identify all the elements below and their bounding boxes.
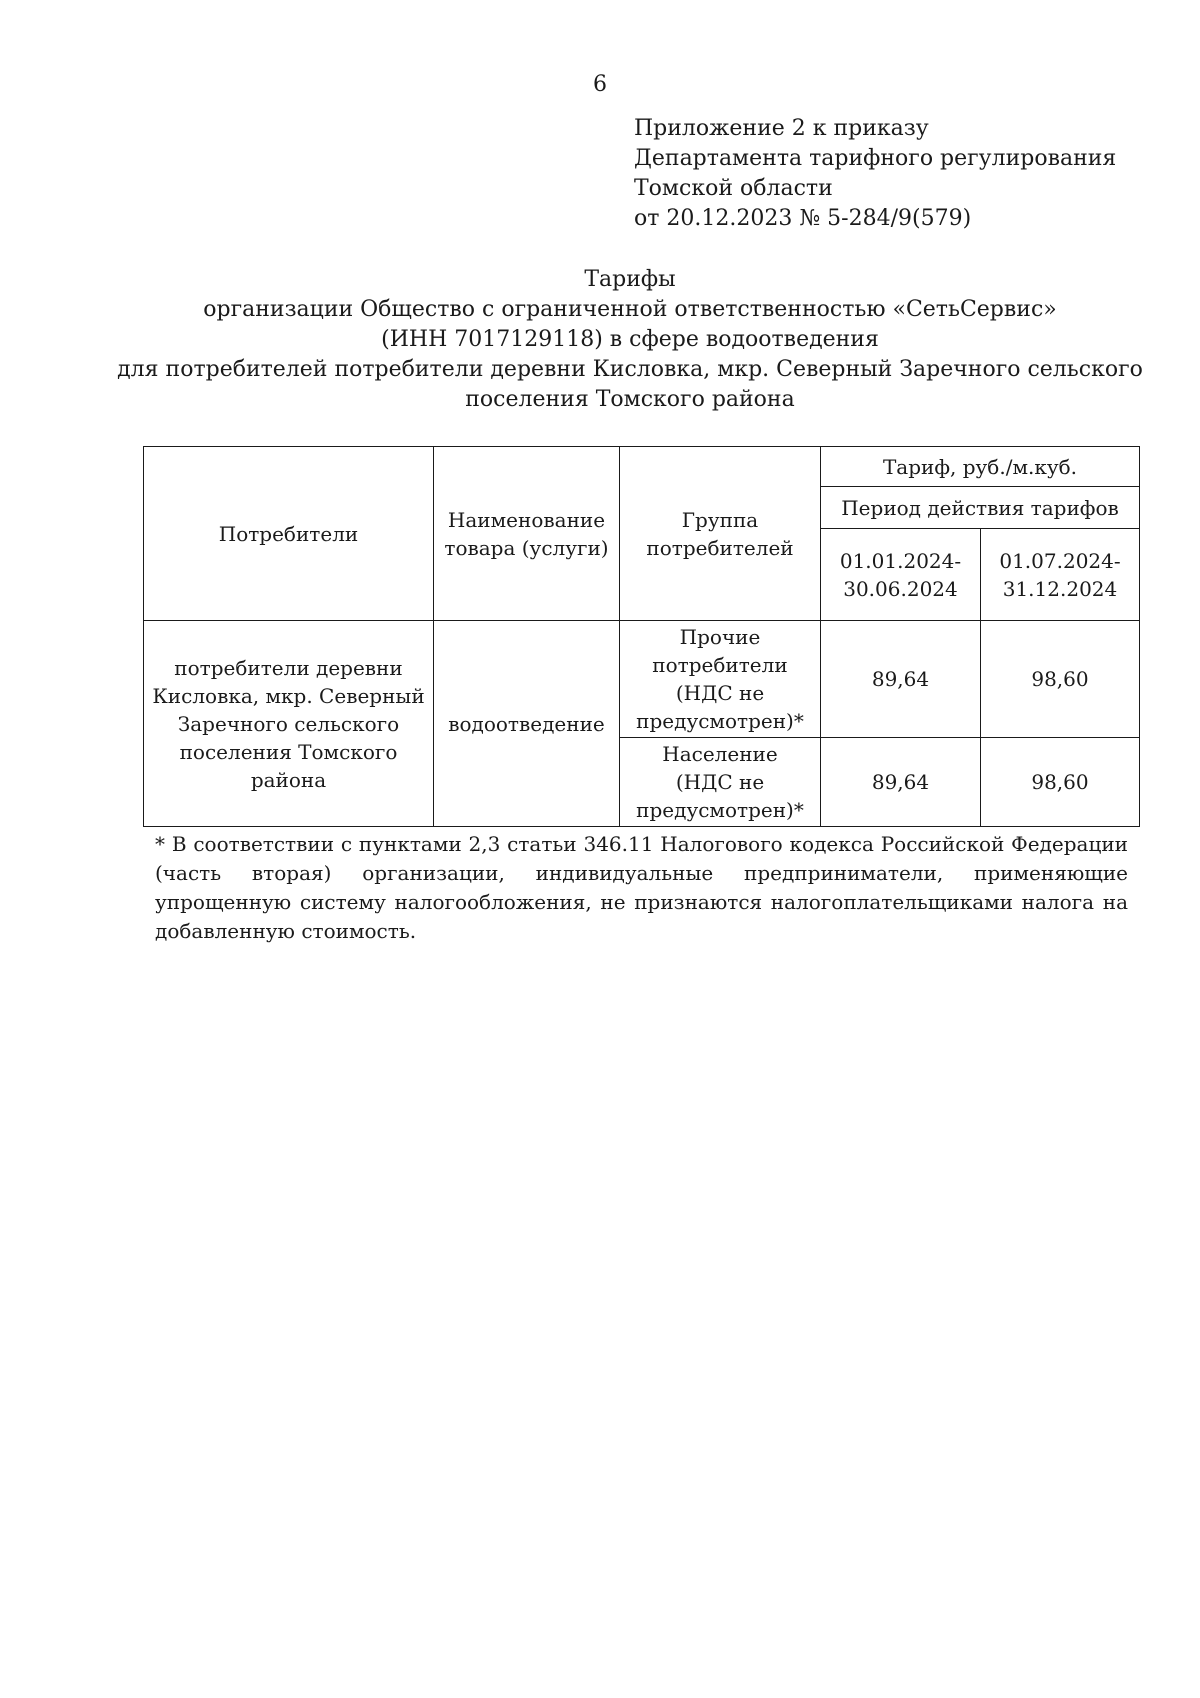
header-group [620, 447, 821, 621]
appendix-line: Томской области [634, 176, 833, 201]
header-period: Период действия тарифов [821, 487, 1140, 529]
group-line: Население [662, 742, 778, 766]
consumer-name-line: Кисловка, мкр. Северный [152, 683, 425, 708]
header-period-2-start: 01.07.2024- [999, 548, 1121, 573]
header-period-2-end: 31.12.2024 [1002, 576, 1118, 601]
appendix-line: Департамента тарифного регулирования [634, 146, 1117, 171]
header-group-line: потребителей [646, 535, 794, 560]
header-period-1-start: 01.01.2024- [839, 548, 962, 573]
consumer-name-line: района [250, 767, 327, 792]
header-consumers: Потребители [144, 447, 434, 621]
header-period-1-end: 30.06.2024 [843, 576, 958, 601]
header-product-line: Наименование [447, 507, 606, 532]
group-line: Прочие [679, 625, 761, 649]
header-period-2 [981, 529, 1140, 621]
tariff-value-cell: 89,64 [821, 621, 981, 738]
tariff-value-cell: 98,60 [981, 738, 1140, 827]
page-number: 6 [593, 72, 607, 97]
header-product [434, 447, 620, 621]
consumer-name-cell [144, 621, 434, 827]
table-row [144, 621, 1140, 738]
title-line: (ИНН 7017129118) в сфере водоотведения [381, 327, 879, 352]
title-line: Тарифы [584, 267, 676, 292]
consumer-name-line: поселения Томского [179, 739, 398, 764]
header-group-line: Группа [681, 507, 759, 532]
group-line: предусмотрен)* [636, 709, 804, 733]
group-line: (НДС не [675, 770, 765, 794]
tariff-value-cell: 89,64 [821, 738, 981, 827]
consumer-name-line: потребители деревни [174, 655, 403, 680]
group-cell [620, 621, 821, 738]
appendix-line: от 20.12.2023 № 5-284/9(579) [634, 206, 972, 231]
tariff-value-cell: 98,60 [981, 621, 1140, 738]
footnote: * В соответствии с пунктами 2,3 статьи 346.11 Налогового кодекса Российской Федерации (часть вторая) организации, индивидуальные предприниматели, применяющие упрощенную систему налогообложения, не признаются налогоплательщиками налога на добавленную стоимость. [155, 832, 1128, 943]
group-cell [620, 738, 821, 827]
header-period-1 [821, 529, 981, 621]
appendix-reference [634, 114, 1116, 234]
group-line: потребители [652, 653, 788, 677]
consumer-name-line: Заречного сельского [177, 711, 400, 736]
title-line: для потребителей потребители деревни Кисловка, мкр. Северный Заречного сельского [117, 357, 1143, 382]
header-product-line: товара (услуги) [444, 535, 609, 560]
header-tariff: Тариф, руб./м.куб. [821, 447, 1140, 487]
group-line: предусмотрен)* [636, 798, 804, 822]
title-line: организации Общество с ограниченной ответственностью «СетьСервис» [203, 297, 1057, 322]
appendix-line: Приложение 2 к приказу [634, 116, 929, 141]
tariff-table [143, 446, 1140, 827]
group-line: (НДС не [675, 681, 765, 705]
title-line: поселения Томского района [465, 387, 795, 412]
document-title [100, 265, 1160, 415]
product-name-cell: водоотведение [434, 621, 620, 827]
